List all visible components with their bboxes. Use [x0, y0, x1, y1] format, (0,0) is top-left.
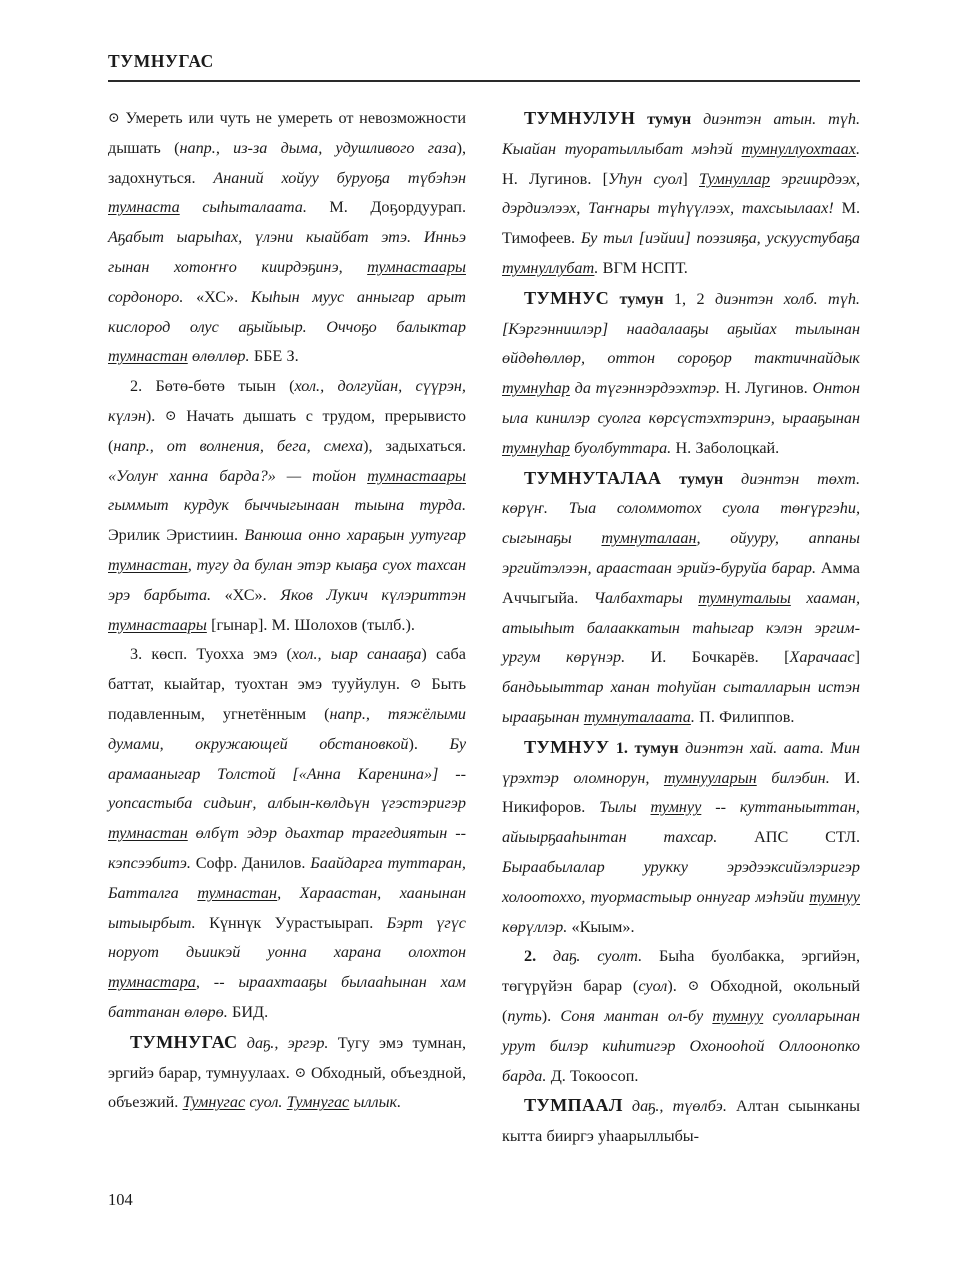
left-block-2: 3. көсп. Туохха эмэ (хол., ыар санааҕа) саба баттат, кыайтар, туохтан эмэ тууйулун. ⊙ Быть подавленным, угнетённым (напр., тяжёлыми думами, окружающей обстановкой). Бу арамааныгар Толстой [«Анна Каренина»] -- уопсастыба сидьиҥ, албын-көлдьүн үгэстэригэр тумнастан өлбүт эдэр дьахтар трагедиятын -- кэпсээбитэ. Софр. Данилов. Баайдарга туттаран, Батталга тумнастан, Хараастан, хаанынан ытыырбыт. Күннүк Уурастыырап. Бэрт үгүс норуот дьиикэй уонна харана олохтон тумнастара, -- ыраахтааҕы былааһынан хам баттанан өлөрө. БИД. [108, 645, 467, 1021]
page-columns [108, 104, 860, 1164]
left-block-0: ⊙ Умереть или чуть не умереть от невозможности дышать (напр., из-за дыма, удушливого газа), задохнуться. Ананий хойуу буруоҕа түбэһэн тумнаста сыһыталаата. М. Доҕордуурап. Аҕабыт ыарыһах, үлэни кыайбат этэ. Инньэ гынан хотоҥҥо киирдэҕинэ, тумнастаары сордоноро. «ХС». Кыһын муус анныгар арыт кислород олус аҕыйыыр. Оччоҕо балыктар тумнастан өлөллөр. ББЕ З. [108, 109, 467, 366]
page-number: 104 [108, 1190, 133, 1209]
right-block-4: 2. даҕ. суолт. Быһа буолбакка, эргийэн, төгүрүйэн барар (суол). ⊙ Обходной, окольный (путь). Соня мантан ол-бу тумнуу суолларынан урут билэр киһитигэр Охонооһой Оллоонопко барда. Д. Токоосоп. [502, 947, 861, 1085]
right-block-2: ТУМНУТАЛАА тумун диэнтэн төхт. көрүҥ. Тыа соломмотох суола төҥүргэһи, сыгынаҕы тумнуталаан, ойууру, аппаны эргийтэлээн, араастаан эрийэ-буруйа барар. Амма Аччыгыйа. Чалбахтары тумнуталыы хааман, атыыһыт балааккатын таһыгар кэлэн эргим-ургум көрүнэр. И. Бочкарёв. [Харачаас] бандьыыттар ханан тоһуйан сыталларын истэн ыраaҕынан тумнуталаата. П. Филиппов. [502, 467, 861, 726]
left-block-3: ТУМНУГАС даҕ., эргэр. Тугу эмэ тумнан, эргийэ барар, тумнуулаах. ⊙ Обходный, объездной, объезжий. Тумнугас суол. Тумнугас ыллык. [108, 1031, 467, 1112]
right-block-5: ТУМПААЛ даҕ., түөлбэ. Алтан сыынканы кытта бииргэ уһаарыллыбы- [502, 1095, 861, 1146]
right-block-3: ТУМНУУ 1. тумун диэнтэн хай. аата. Мин үрэхтэр оломнорун, тумнууларын билэбин. И. Никифоров. Тылы тумнуу -- куттаныыттан, айыырҕааһынтан тахсар. АПС СТЛ. Быраабылалар урукку эрэдээксийэлэригэр холоотоххо, туормастыыр оннугар мэһэйи тумнуу көрүллэр. «Кыым». [502, 736, 861, 936]
running-head-title: ТУМНУГАС [108, 51, 214, 71]
right-block-0: ТУМНУЛУН тумун диэнтэн атын. түһ. Кыайан туоратыллыбат мэһэй тумнуллуохтаах. Н. Лугинов. [Уһун суол] Тумнуллар эргиирдээх, дэрдиэлээх, Таҥнары түһүүлээх, тахсыылаах! М. Тимофеев. Бу тыл [иэйии] поэзияҕа, ускуустубаҕа тумнуллубат. ВГМ НСПТ. [502, 108, 861, 277]
left-block-1: 2. Бөтө-бөтө тыын (хол., долгуйан, сүүрэн, күлэн). ⊙ Начать дышать с трудом, прерывисто (напр., от волнения, бега, смеха), задыхаться. «Уолуҥ ханна барда?» — тойон тумнастаары гыммыт курдук быччыгынаан тыына турда. Эрилик Эристиин. Ванюша онно хараҕын уутугар тумнастан, тугу да булан этэр кыаҕа суох тахсан эрэ барбыта. «ХС». Яков Лукич күлэриттэн тумнастаары [гынар]. М. Шолохов (тылб.). [108, 377, 467, 634]
left-column [108, 104, 466, 1164]
right-block-1: ТУМНУС тумун 1, 2 диэнтэн холб. түһ. [Кэргэнниилэр] наадалааҕы аҕыйах тылынан өйдөһөллөр, оттон сороҕор тактичнайдык тумнуһар да түгэннэрдээхтэр. Н. Лугинов. Онтон ыла кинилэр суолга көрсүстэхтэринэ, ыраaҕынан тумнуһар буолбуттара. Н. Заболоцкай. [502, 287, 861, 457]
right-column [502, 104, 860, 1164]
header-divider [108, 80, 860, 82]
running-head [108, 50, 860, 84]
